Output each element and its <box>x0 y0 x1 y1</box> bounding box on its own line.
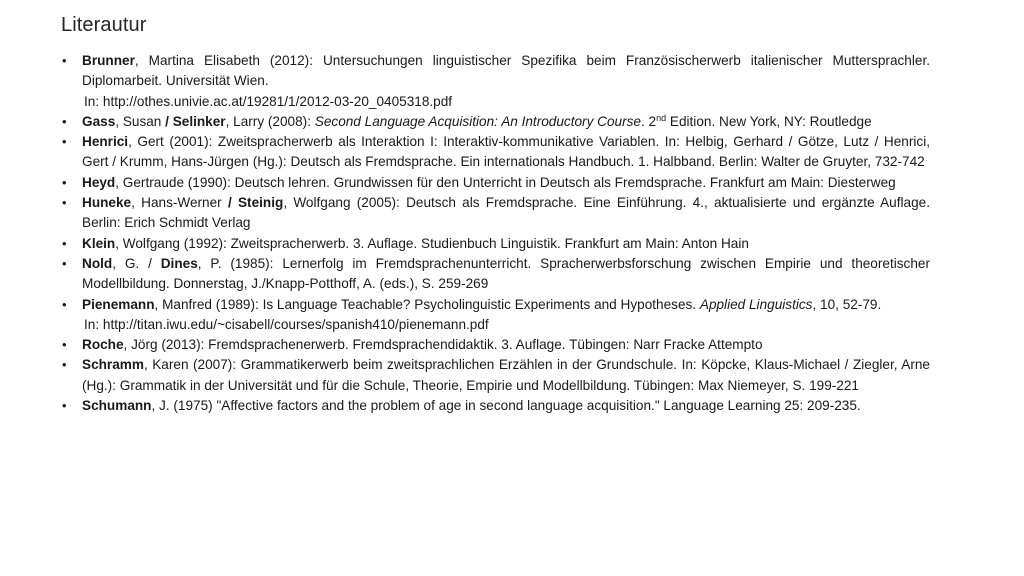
reference-author: Roche <box>82 337 124 353</box>
reference-item-brunner <box>62 51 930 112</box>
reference-author: Selinker <box>172 113 226 129</box>
reference-url: In: http://titan.iwu.edu/~cisabell/courses/spanish410/pienemann.pdf <box>84 316 489 332</box>
reference-text: , Wolfgang (2005): Deutsch als Fremdsprache. Eine Einführung. 4., aktualisierte und ergänzte Auflage. Berlin: Erich Schmidt Verlag <box>82 195 930 231</box>
reference-text: , Jörg (2013): Fremdsprachenerwerb. Fremdsprachendidaktik. 3. Auflage. Tübingen: Narr Fracke Attempto <box>123 337 763 353</box>
reference-separator: / <box>165 113 169 129</box>
reference-title: Second Language Acquisition: An Introductory Course <box>314 113 641 129</box>
reference-item-roche <box>62 335 930 355</box>
reference-text: , Gert (2001): Zweitspracherwerb als Interaktion I: Interaktiv-kommunikative Variablen. In: Helbig, Gerhard / Götze, Lutz / Henrici, Gert / Krumm, Hans-Jürgen (Hg.): Deutsch als Fremdsprache. Ein internationals Handbuch. 1. Halbband. Berlin: Walter de Gruyter, 732-742 <box>82 134 930 170</box>
reference-item-huneke <box>62 193 930 234</box>
reference-author: Nold <box>82 255 113 271</box>
reference-author: Steinig <box>237 195 284 211</box>
reference-text: , Martina Elisabeth (2012): Untersuchungen linguistischer Spezifika beim Französischerwerb italienischer Muttersprachler. Diplomarbeit. Universität Wien. <box>82 53 930 89</box>
reference-superscript: nd <box>656 112 667 123</box>
reference-text: , Manfred (1989): Is Language Teachable? Psycholinguistic Experiments and Hypotheses. <box>154 296 700 312</box>
reference-text: , Larry (2008): <box>225 113 315 129</box>
reference-url: In: http://othes.univie.ac.at/19281/1/2012-03-20_0405318.pdf <box>84 93 453 109</box>
reference-text: , G. / <box>112 255 161 271</box>
reference-item-klein <box>62 234 930 254</box>
reference-item-gass <box>62 112 930 132</box>
reference-text: Edition. New York, NY: Routledge <box>666 113 872 129</box>
reference-item-pienemann <box>62 295 930 336</box>
reference-text: . 2 <box>640 113 657 129</box>
reference-author: Brunner <box>82 53 135 68</box>
reference-text: , Susan <box>115 113 166 129</box>
reference-journal: Applied Linguistics <box>699 296 813 312</box>
reference-text: , 10, 52-79. <box>812 296 882 312</box>
reference-list <box>62 51 930 416</box>
reference-text: , Gertraude (1990): Deutsch lehren. Grundwissen für den Unterricht in Deutsch als Fremdsprache. Frankfurt am Main: Diesterweg <box>115 174 896 190</box>
reference-text: , Karen (2007): Grammatikerwerb beim zweitsprachlichen Erzählen in der Grundschule. In: Köpcke, Klaus-Michael / Ziegler, Arne (Hg.): Grammatik in der Universität und für die Schule, Theorie, Empirie und Modellbildung. Tübingen: Max Niemeyer, S. 199-221 <box>82 357 930 393</box>
reference-author: Pienemann <box>82 296 155 312</box>
reference-text: , P. (1985): Lernerfolg im Fremdsprachenunterricht. Spracherwerbsforschung zwischen Empirie und theoretischer Modellbildung. Donnerstag, J./Knapp-Potthoff, A. (eds.), S. 259-269 <box>82 255 930 292</box>
reference-item-henrici <box>62 132 930 173</box>
reference-author: Klein <box>82 235 116 251</box>
reference-item-schumann <box>62 396 930 416</box>
reference-author: Schumann <box>82 398 152 414</box>
reference-separator: / <box>227 195 232 211</box>
reference-text: , J. (1975) "Affective factors and the problem of age in second language acquisition." Language Learning 25: 209-235. <box>151 398 861 414</box>
reference-text: , Wolfgang (1992): Zweitspracherwerb. 3. Auflage. Studienbuch Linguistik. Frankfurt am Main: Anton Hain <box>115 235 749 251</box>
reference-author: Schramm <box>82 357 144 373</box>
reference-author: Huneke <box>82 195 132 211</box>
reference-author: Henrici <box>82 134 129 150</box>
reference-author: Heyd <box>82 174 116 190</box>
reference-author: Gass <box>82 113 116 129</box>
slide-title: Literautur <box>61 14 147 36</box>
reference-item-nold <box>62 254 930 295</box>
reference-item-schramm <box>62 355 930 396</box>
reference-item-heyd <box>62 173 930 193</box>
reference-author: Dines <box>160 255 198 271</box>
reference-text: , Hans-Werner <box>131 195 228 211</box>
